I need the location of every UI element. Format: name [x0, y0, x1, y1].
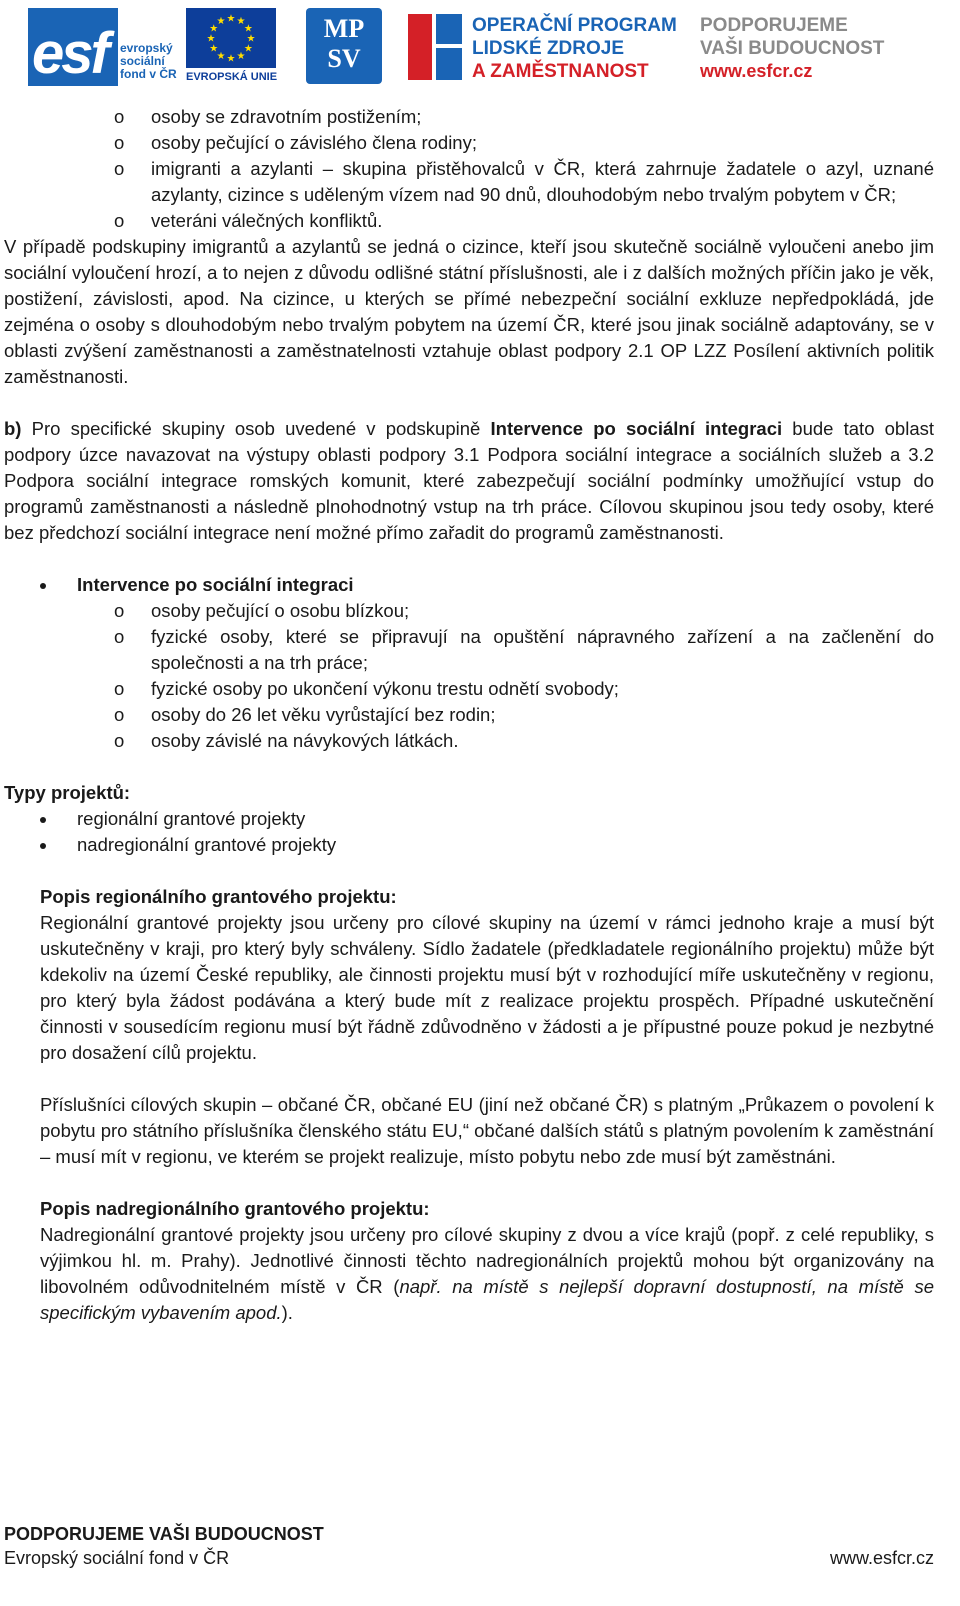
- list-item: o osoby pečující o osobu blízkou;: [4, 598, 934, 624]
- bullet-icon: [40, 843, 46, 849]
- paragraph-b: b) Pro specifické skupiny osob uvedené v podskupině Intervence po sociální integraci bude tato oblast podpory úzce navazovat na výstupy oblasti podpory 3.1 Podpora sociální integrace a sociálních služeb a 3.2 Podpora sociální integrace romských komunit, které zabezpečují sociální podmínky umožňující vstup do programů zaměstnanosti a následně plnohodnotný vstup na trh práce. Cílovou skupinou jsou tedy osoby, které bez předchozí sociální integrace není možné přímo zařadit do programů zaměstnanosti.: [4, 418, 935, 543]
- intervence-sublist: [4, 598, 934, 754]
- footer-fund: Evropský sociální fond v ČR: [4, 1548, 230, 1568]
- page-footer: [4, 1522, 934, 1570]
- list-item: o fyzické osoby, které se připravují na opuštění nápravného zařízení a na začlenění do společnosti a na trh práce;: [4, 624, 934, 676]
- svg-text:★: ★: [243, 23, 253, 35]
- podporujeme-logo: PODPORUJEME VAŠI BUDOUCNOST www.esfcr.cz: [700, 15, 885, 81]
- typy-heading: Typy projektů:: [4, 782, 131, 803]
- esf-sub-line: sociální: [120, 54, 165, 68]
- svg-text:★: ★: [209, 23, 219, 35]
- list-item: o osoby závislé na návykových látkách.: [4, 728, 934, 754]
- intervence-heading: Intervence po sociální integraci: [77, 574, 354, 595]
- regional-heading: Popis regionálního grantového projektu:: [40, 886, 397, 907]
- svg-text:★: ★: [226, 13, 236, 25]
- target-group-sublist: [4, 104, 934, 234]
- list-item: o veteráni válečných konfliktů.: [4, 208, 934, 234]
- eu-caption: EVROPSKÁ UNIE: [186, 71, 278, 83]
- paragraph-imigranti: V případě podskupiny imigrantů a azylantů se jedná o cizince, kteří jsou skutečně sociálně vyloučeni anebo jim sociální vyloučení hrozí, a to nejen z důvodu odlišné státní příslušnosti, ale i z dalších možných příčin jako je věk, postižení, závislosti, apod. Na cizince, u kterých se přímé nebezpeční sociální exkluze nepředpokládá, jde zejména o osoby s dlouhodobým nebo trvalým pobytem na území ČR, které jsou jinak sociálně adaptovány, se v oblasti zvýšení zaměstnanosti a zaměstnatelnosti vztahuje oblast podpory 2.1 OP LZZ Posílení aktivních politik zaměstnanosti.: [4, 236, 934, 387]
- typy-list: [4, 806, 934, 858]
- list-item: o osoby pečující o závislého člena rodiny;: [4, 130, 934, 156]
- svg-text:★: ★: [246, 33, 256, 45]
- list-item: o fyzické osoby po ukončení výkonu trestu odnětí svobody;: [4, 676, 934, 702]
- nadregional-heading: Popis nadregionálního grantového projektu:: [40, 1198, 430, 1219]
- mpsv-logo: MP SV: [306, 8, 382, 84]
- document-body: [4, 104, 934, 1326]
- svg-text:★: ★: [216, 50, 226, 62]
- eu-flag-logo: [186, 8, 278, 86]
- page-header: [0, 0, 960, 95]
- eu-stars-icon: [186, 8, 276, 68]
- regional-paragraph: Regionální grantové projekty jsou určeny pro cílové skupiny na území v rámci jednoho kraje a musí být uskutečněny v kraji, pro který byly schváleny. Sídlo žadatele (předkladatele regionálního projektu) může být kdekoliv na území České republiky, ale činnosti projektu musí být v rozhodující míře uskutečněny v regionu, pro který byla žádost podávána a který bude mít z realizace projektu prospěch. Případné uskutečnění činnosti v sousedícím regionu musí být řádně zdůvodněno v žádosti a je přípustné pouze pokud je nezbytné pro dosažení cílů projektu.: [40, 912, 934, 1063]
- list-item: o imigranti a azylanti – skupina přistěhovalců v ČR, která zahrnuje žadatele o azyl, uznané azylanty, cizince s uděleným vízem nad 90 dnů, dlouhodobým nebo trvalým pobytem v ČR;: [4, 156, 934, 208]
- svg-text:★: ★: [216, 16, 226, 28]
- svg-text:★: ★: [236, 16, 246, 28]
- list-item: regionální grantové projekty: [77, 808, 306, 829]
- intervence-list: [4, 572, 934, 598]
- svg-text:★: ★: [209, 43, 219, 55]
- list-item: o osoby do 26 let věku vyrůstající bez rodin;: [4, 702, 934, 728]
- footer-url: www.esfcr.cz: [829, 1548, 934, 1568]
- esf-sub-line: evropský: [120, 41, 173, 55]
- op-lzz-logo: OPERAČNÍ PROGRAM LIDSKÉ ZDROJE A ZAMĚSTNANOST: [408, 8, 688, 86]
- svg-text:★: ★: [226, 53, 236, 65]
- op-lzz-mark-icon: [408, 14, 462, 80]
- esf-sub-line: fond v ČR: [120, 67, 177, 81]
- nadregional-paragraph: Nadregionální grantové projekty jsou určeny pro cílové skupiny z dvou a více krajů (popř. z celé republiky, s výjimkou hl. m. Prahy). Jednotlivé činnosti těchto nadregionálních projektů mohou být organizovány na libovolném odůvodnitelném místě v ČR (např. na místě s nejlepší dopravní dostupností, na místě se specifickým vybavením apod.).: [40, 1224, 934, 1323]
- esf-logo: esf evropský sociální fond v ČR: [28, 8, 178, 86]
- svg-text:★: ★: [236, 50, 246, 62]
- bullet-icon: [40, 583, 46, 589]
- svg-text:★: ★: [206, 33, 216, 45]
- footer-slogan: PODPORUJEME VAŠI BUDOUCNOST: [4, 1524, 324, 1544]
- list-item: o osoby se zdravotním postižením;: [4, 104, 934, 130]
- svg-text:★: ★: [243, 43, 253, 55]
- list-item: nadregionální grantové projekty: [77, 834, 337, 855]
- regional-paragraph-2: Příslušníci cílových skupin – občané ČR, občané EU (jiní než občané ČR) s platným „Průkazem o povolení k pobytu pro státního příslušníka členského státu EU,“ občané dalších států s platným povolením k zaměstnání – musí mít v regionu, ve kterém se projekt realizuje, místo pobytu nebo zde musí být zaměstnáni.: [40, 1094, 934, 1167]
- bullet-icon: [40, 817, 46, 823]
